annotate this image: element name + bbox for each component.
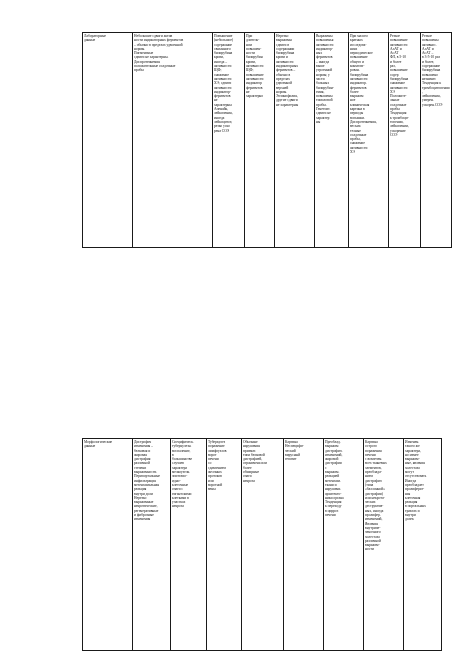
table-cell: Изменен. такого же характера, но менее выражен- ные, явления холестаза могут отсутствовать Иногда преобладает пролиферат- ная клеточная реакция в портальных трактах и внутри долек [404,439,442,651]
table-cell: Резкое повышение активности АлАТ и АсАТ ФЛ, в 5-10 и более раз, повышение содер билирубина снижение активности ХЭ Положите- льные осадочные пробы Тенденция к тромбоци- топении, лейкопении, ускорение СОЭ [389,33,421,248]
table-cell: Картина Неспецифи- ческий вирусный гепатит [284,439,324,651]
table-cell: При длитель- ном повышен- ности билирубин крови, активности ЩФ; повышение активности индикатор ферментов не характерно [245,33,275,248]
table-cell: Нерезко выражены сдвиги в содержании билирубина крови и активности индикаторных ферментов – обычно в пределах удвоенной верхней нормы. Эозинофилия, другие сдвиги не характерны [275,33,315,248]
table-cell: Преоблад. выражен дистрофич. изменений, жировой дистрофии с выражен. реакцией мезенхим. ткани и нарушени. архитекто- ники органа Тенденция к переходу в цирроз печени [324,439,364,651]
table-cell: Резкое повышены активнос. АлАТ и АсАТ – в 3-5-10 раз и более, содержание билирубина повышено незначит. Тенденция к тромбоцитопении, лейкопения, умерен. ускорен.СОЭ [421,33,452,248]
row-header-laboratory: Лабораторные данные [83,33,133,248]
table-cell: Специфическ. туберкулезн. воспаление, в большинстве случаев характера мелкоузелк. эпителио- идно- клеточные очаги с гигантскими клетками в участках некроза [171,439,207,651]
row-header-morphology: Морфологические данные [83,439,133,651]
table-cell: Выражены повышенья активности индикатор- ных ферментов – иногда выше утроенной нормы; у части больных билирубин- емия, повышены тимоловой пробы. Генетоит. сдвиги не характер ны [315,33,349,248]
table-cell: Повышение (небольшое) содержание связанного билирубина крови, иногда – активности ЩФ; снижение активности ХЭ; сдвиги активности индикатор- ферментов не характерны Апенайк, лейкопения, иногда лейкоцитоз; резко уско рена СОЭ [213,33,245,248]
morphology-data-table [82,438,442,651]
table-row [83,33,452,248]
table-cell: Дистрофич изменения – белковая и жировая дистрофия различной степени выраженности. Перипортальные инфильтрация мезенхимальная реакция внутри доли Нерезко выраженные некротические, регенеративные и фиброзные изменения [133,439,171,651]
table-cell: Картина острого поражения печени с вовлечен. всех тканевых элементов, преоблада- нием дистрофич (типа «баллонной» дистрофии) или некрота- ческих деструктив- ных, иногда пролифер. изменений, Явления внутрипе- ченочного холестаза различной выражен- ности [364,439,404,651]
table-cell: Небольшие сдвиги актив ности индикаторных ферментов – обычно в пределах удвоенной нормы. Пигментные сдвиги не характерны. Диспротеинемия положительные осадочные пробы [133,33,213,248]
table-row [83,439,442,651]
table-cell: Обычные нарушения призмат. типа белковой дистрофией, ограничена или более обширные очаги некроза [242,439,284,651]
table-cell: При малого кратных исследова- ниях периодическое повышение общего и конъюги- рован. билирубина активности индикатор. ферментов более выражен ное клиническая картина в периоды вспышки. Диспротеинемия, весьма телные осадочные пробы, снижение активности ХЭ [349,33,389,248]
laboratory-data-table [82,32,452,248]
table-cell: Туберкулез поражение лимфоузлов ворот печени со сдавлением желчных протоков или воротной вены [207,439,242,651]
